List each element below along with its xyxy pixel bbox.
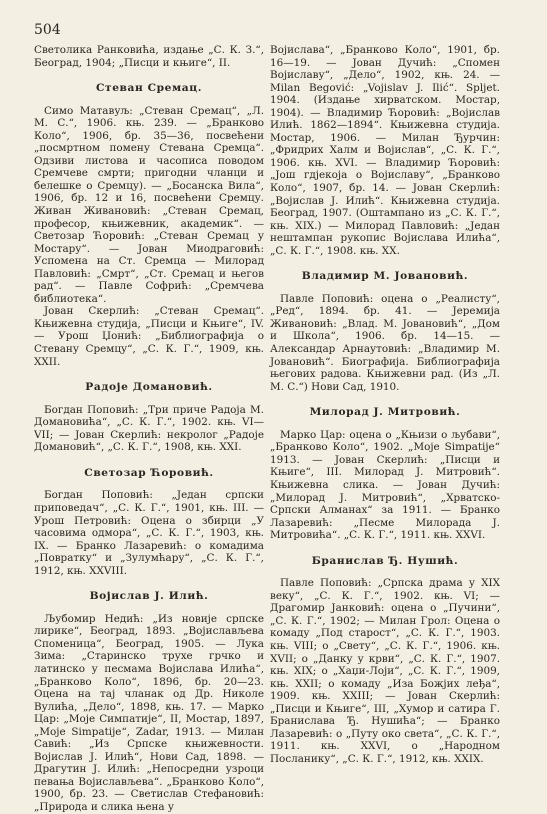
bibliography-paragraph: Љубомир Недић: „Из новије српске лирике“, Београд, 1893. „Војислављева Споменица“, Београд, 1905. — Лука Зима: „Старинско трухе грчко и латинско у песмама Војислава Илића“, „Бранково Коло“, 1896, бр. 20—23. Оцена на тај чланак од Др. Николе Вулића, „Дело“, 1898, књ. 17. — Марко Цар: „Моје Симпатије“, II, Мостар, 1897, „Моје Simpatije“, Zadar, 1913. — Милан Савић: „Из Српске књижевности. Војислав Ј. Илић“, Нови Сад, 1898. — Драгутин Ј. Илић: „Непосредни узроци певања Војислављева“. „Бранково Коло“, 1900, бр. 23. — Светислав Стефановић: „Природа и слика њена у <box>34 612 264 813</box>
bibliography-paragraph: Павле Поповић: „Српска драма у XIX веку“, „С. К. Г.“, 1902. књ. VI; — Драгомир Јанковић: оцена о „Пучини“, „С. К. Г.“, 1902; — Милан Грол: Оцена о комаду „Под старост“, „С. К. Г.“, 1903. књ. VIII; о „Свету“, „С. К. Г.“, 1906. књ. XVII; о „Данку у крви“, „С. К. Г.“, 1907. књ. XIX; о „Хаџи-Лоји“, „С. К. Г.“, 1909, књ. XXII; о комаду „Иза Божјих леђа“, 1909. књ. XXIII; — Јован Скерлић: „Писци и Књиге“, III, „Хумор и сатира Г. Бранислава Ђ. Нушића“; — Бранко Лазаревић: о „Путу око света“, „С. К. Г.“, 1911. књ. XXVI, о „Народном Посланику“, „С. К. Г.“, 1912, књ. XXIX. <box>270 577 500 765</box>
section-heading: Светозар Ћоровић. <box>84 466 214 479</box>
bibliography-paragraph: Светолика Ранковића, издање „С. К. З.“, Београд, 1904; „Писци и књиге“, II. <box>34 44 264 69</box>
bibliography-paragraph: Симо Матавуљ: „Стеван Сремац“, „Л. М. С.“, 1906. књ. 239. — „Бранково Коло“, 1906, бр. 35—36, посвећени „посмртном помену Стевана Сремца“. Одзиви листова и часописа поводом Сремчеве смрти; пригодни чланци и белешке о Сремцу). — „Босанска Вила“, 1906, бр. 12 и 16, посвећени Сремцу. Живан Живановић: „Стеван Сремац, професор, књижевник, академик“. — Светозар Ћоровић: „Стеван Сремац у Мостару“. — Јован Миодраговић: Успомена на Ст. Сремца — Милорад Павловић: „Смрт“, „Ст. Сремац и његов рад“. — Павле Софрић: „Сремчева библиотека“. <box>34 104 264 305</box>
bibliography-paragraph: Павле Поповић: оцена о „Реалисту“, „Ред“, 1894. бр. 41. — Јеремија Живановић: „Влад. М. Јовановић“, „Дом и Школа“, 1906. бр. 14—15. — Александар Арнаутовић: „Владимир М. Јовановић“. Биографија. Библиографија његових радова. Књижевни рад. (Из „Л. М. С.“) Нови Сад, 1910. <box>270 292 500 393</box>
page-number: 504 <box>34 22 61 38</box>
section-heading: Владимир М. Јовановић. <box>301 270 469 283</box>
section-heading: Бранислав Ђ. Нушић. <box>311 554 459 567</box>
section-heading: Радоје Домановић. <box>85 381 213 394</box>
bibliography-paragraph: Богдан Поповић: „Три приче Радоја М. Домановића“, „С. К. Г.“, 1902. књ. VI—VII; — Јован Скерлић: некролог „Радоје Домановић“, „С. К. Г.“, 1908, књ. XXI. <box>34 403 264 454</box>
bibliography-paragraph: Јован Скерлић: „Стеван Сремац“. Књижевна студија, „Писци и Књиге“, IV. — Урош Џонић: „Библиографија о Стевану Сремцу“, „С. К. Г.“, 1909, књ. XXII. <box>34 305 264 368</box>
section-heading: Стеван Сремац. <box>96 82 202 95</box>
right-column <box>270 44 500 765</box>
left-column <box>34 44 264 814</box>
bibliography-paragraph: Богдан Поповић: „Један српски приповедач“, „С. К. Г.“, 1901, књ. III. — Урош Петровић: Оцена о збирци „У часовима одмора“, „С. К. Г.“, 1903, књ. IX. — Бранко Лазаревић: о комадима „Повратку“ и „Зулумћару“, „С. К. Г.“, 1912, књ. XXVIII. <box>34 489 264 577</box>
bibliography-paragraph: Марко Цар: оцена о „Књизи о љубави“, „Бранково Коло“, 1902. „Моје Simpatije“ 1913. — Јован Скерлић: „Писци и Књиге“, III. Милорад Ј. Митровић“. Књижевна слика. — Јован Дучић: „Милорад Ј. Митровић“, „Хрватско-Српски Алманах“ за 1911. — Бранко Лазаревић: „Песме Милорада Ј. Митровића“. „С. К. Г.“, 1911. књ. XXVI. <box>270 428 500 542</box>
section-heading: Војислав Ј. Илић. <box>89 590 209 603</box>
section-heading: Милорад Ј. Митровић. <box>309 406 461 419</box>
bibliography-paragraph: Војислава“, „Бранково Коло“, 1901, бр. 16—19. — Јован Дучић: „Спомен Војиславу“, „Дело“, 1902, књ. 24. — Milan Begović: „Vojislav J. Ilić“. Spljet. 1904. (Издање хирватском. Мостар, 1904). — Владимир Ћоровић: „Војислав Илић. 1862—1894“. Књижевна студија. Мостар, 1906. — Милан Ђурчин: „Фридрих Халм и Војислав“, „С. К. Г.“, 1906. књ. XVI. — Владимир Ћоровић: „Још гдјекоја о Војиславу“, „Бранково Коло“, 1907, бр. 14. — Јован Скерлић: „Војислав Ј. Илић“. Књижевна студија. Београд, 1907. (Оштампано из „С. К. Г.“, књ. XIX.) — Милорад Павловић: „Један нештампан рукопис Војислава Илића“, „С. К. Г.“, 1908. књ. XX. <box>270 44 500 257</box>
